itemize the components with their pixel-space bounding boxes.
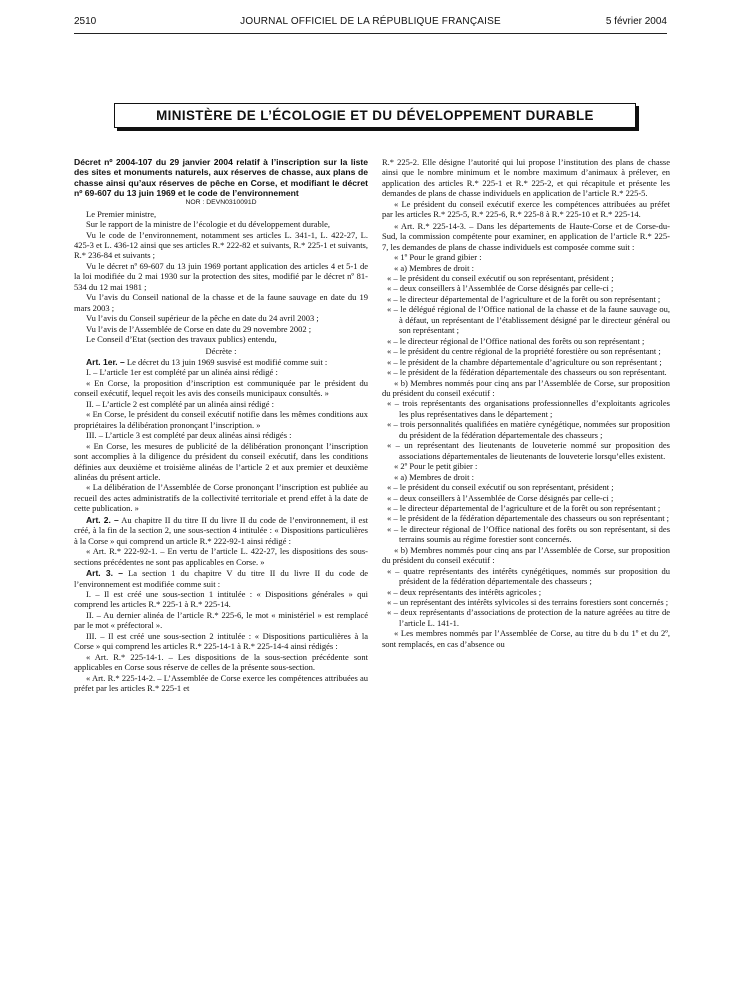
ministry-title: MINISTÈRE DE L’ÉCOLOGIE ET DU DÉVELOPPEMENT DURABLE [156,108,594,123]
list-item: « – le président de la fédération départementale des chasseurs ou son représentant ; [387,513,670,524]
article-3 [74,568,368,589]
list-item: « – deux représentants d’associations de protection de la nature agréées au titre de l’article L. 141-1. [387,607,670,628]
paragraph: « b) Membres nommés pour cinq ans par l’Assemblée de Corse, sur proposition du président du conseil exécutif : [382,377,670,398]
list-item: « – deux conseillers à l’Assemblée de Corse désignés par celle-ci ; [387,283,614,294]
paragraph: I. – L’article 1er est complété par un alinéa ainsi rédigé : [86,367,278,378]
list-item: « – le président du centre régional de la propriété forestière ou son représentant ; [387,346,661,357]
article-label: Art. 3. – [86,568,124,579]
paragraph: III. – Il est créé une sous-section 2 intitulée : « Dispositions particulières à la Corse » qui comprend les articles R.* 225-14-1 à R.* 225-14-4 ainsi rédigés : [74,630,368,652]
decrete-heading: Décrète : [205,345,237,356]
list-item: « – trois personnalités qualifiées en matière cynégétique, nommées sur proposition du président de la fédération départementale des chasseurs ; [387,419,670,440]
paragraph: Vu le décret nº 69-607 du 13 juin 1969 portant application des articles 4 et 5-1 de la loi modifiée du 2 mai 1930 sur la protection des sites, modifié par le décret nº 81-534 du 12 mai 1981 ; [74,260,368,292]
paragraph: Sur le rapport de la ministre de l’écologie et du développement durable, [86,219,331,230]
list-item: « – un représentant des intérêts sylvicoles si des terrains forestiers sont concernés ; [387,597,669,608]
list-item: « – deux conseillers à l’Assemblée de Corse désignés par celle-ci ; [387,492,614,503]
paragraph: « En Corse, le président du conseil exécutif notifie dans les mêmes conditions aux propriétaires la délibération prononçant l’inscription. » [74,409,368,430]
list-item: « – le président du conseil exécutif ou son représentant, président ; [387,482,614,493]
ministry-banner [114,103,636,128]
paragraph: « Les membres nommés par l’Assemblée de Corse, au titre du b du 1º et du 2º, sont remplacés, en cas d’absence ou [382,628,670,649]
article-label: Art. 2. – [86,514,119,525]
decree-title: Décret nº 2004-107 du 29 janvier 2004 relatif à l’inscription sur la liste des sites et monuments naturels, aux réserves de chasse, aux plans de chasse ainsi qu’aux réserves de pêche en Corse, et modifiant le décret nº 69-607 du 13 juin 1969 et le code de l’environnement [74,157,368,198]
list-item: « – le délégué régional de l’Office national de la chasse et de la faune sauvage ou, à défaut, un représentant de l’établissement désigné par le directeur général ou son représentant ; [387,304,670,336]
list-item: « – le directeur régional de l’Office national des forêts ou son représentant, si des terrains soumis au régime forestier sont concernés. [387,523,670,545]
article-text: La section 1 du chapitre V du titre II du livre II du code de l’environnement est modifiée comme suit : [74,568,368,589]
list-heading: « a) Membres de droit : [394,262,475,273]
paragraph: « En Corse, les mesures de publicité de la délibération prononçant l’inscription sont accomplies à la diligence du président du conseil exécutif, dans les conditions définies aux deuxième et troisième alinéas de l’article 2 et aux premier et deuxième alinéas du présent article. [74,440,368,482]
paragraph: Vu l’avis de l’Assemblée de Corse en date du 29 novembre 2002 ; [86,323,312,334]
paragraph: « Art. R.* 225-14-2. – L’Assemblée de Corse exerce les compétences attribuées au préfet par les articles R.* 225-1 et [74,672,368,694]
paragraph: II. – L’article 2 est complété par un alinéa ainsi rédigé : [86,398,275,409]
paragraph: Vu l’avis du Conseil national de la chasse et de la faune sauvage en date du 19 mars 2003 ; [74,292,368,313]
article-text: Le décret du 13 juin 1969 susvisé est modifié comme suit : [124,356,328,367]
paragraph: Le Conseil d’Etat (section des travaux publics) entendu, [86,334,277,345]
issue-date: 5 février 2004 [605,16,667,27]
list-heading: « 1º Pour le grand gibier : [394,252,482,263]
list-heading: « 2º Pour le petit gibier : [394,461,478,472]
article-1 [74,357,368,367]
list-item: « – le président de la fédération départementale des chasseurs ou son représentant. [387,367,667,378]
nor-reference: NOR : DEVN0310091D [185,199,257,207]
list-item: « – quatre représentants des intérêts cynégétiques, nommés sur proposition du président de la fédération départementale des chasseurs ; [387,565,670,587]
paragraph: III. – L’article 3 est complété par deux alinéas ainsi rédigés : [86,430,292,441]
paragraph: Vu l’avis du Conseil supérieur de la pêche en date du 24 avril 2003 ; [86,313,319,324]
paragraph: « Art. R.* 225-14-3. – Dans les départements de Haute-Corse et de Corse-du-Sud, la commission compétente pour examiner, en application de l’article R.* 225-7, les demandes de plans de chasse individuels est composée comme suit : [382,220,670,252]
paragraph: « b) Membres nommés pour cinq ans par l’Assemblée de Corse, sur proposition du président du conseil exécutif : [382,544,670,566]
paragraph: I. – Il est créé une sous-section 1 intitulée : « Dispositions générales » qui comprend les articles R.* 225-1 à R.* 225-14. [74,588,368,610]
paragraph: « La délibération de l’Assemblée de Corse prononçant l’inscription est publiée au recueil des actes administratifs de la collectivité territoriale et prend effet à la date de cette publication. » [74,482,368,514]
list-item: « – un représentant des lieutenants de louveterie nommé sur proposition des associations départementales de lieutenants de louveterie lorsqu’elles existent. [387,440,670,461]
page-number: 2510 [74,16,97,27]
article-text: Au chapitre II du titre II du livre II du code de l’environnement, il est créé, à la fin de la section 2, une sous-section 4 intitulée : « Dispositions particulières à la Corse » qui comprend un article R.* 222-92-1 ainsi rédigé : [74,514,368,546]
list-item: « – le directeur départemental de l’agriculture et de la forêt ou son représentant ; [387,293,661,304]
page-header [74,16,667,32]
list-item: « – le président de la chambre départementale d’agriculture ou son représentant ; [387,356,662,367]
paragraph: Le Premier ministre, [86,208,157,219]
header-rule [74,33,667,34]
list-item: « – le directeur départemental de l’agriculture et de la forêt ou son représentant ; [387,502,661,513]
list-heading: « a) Membres de droit : [394,471,475,482]
list-item: « – le président du conseil exécutif ou son représentant, président ; [387,272,614,283]
paragraph: Vu le code de l’environnement, notamment ses articles L. 341-1, L. 422-27, L. 425-3 et L. 436-12 ainsi que ses articles R.* 222-82 et suivants, R.* 225-1 et suivants, R.* 236-84 et suivants ; [74,229,368,261]
journal-title: JOURNAL OFFICIEL DE LA RÉPUBLIQUE FRANÇAISE [240,16,501,27]
article-label: Art. 1er. – [86,356,125,367]
paragraph: II. – Au dernier alinéa de l’article R.* 225-6, le mot « ministériel » est remplacé par le mot « préfectoral ». [74,609,368,631]
list-item: « – trois représentants des organisations professionnelles d’exploitants agricoles les plus représentatives dans le département ; [387,398,670,419]
list-item: « – deux représentants des intérêts agricoles ; [387,586,542,597]
paragraph: « Art. R.* 225-14-1. – Les dispositions de la sous-section précédente sont applicables en Corse sous réserve de celles de la présente sous-section. [74,651,368,673]
list-item: « – le directeur régional de l’Office national des forêts ou son représentant ; [387,335,645,346]
paragraph: R.* 225-2. Elle désigne l’autorité qui lui propose l’institution des plans de chasse ainsi que le nombre minimum et le nombre maximum d’animaux à prélever, en application des articles R.* 225-1 et R.* 225-2, et qui récapitule et présente les demandes de plans de chasse individuels en application de l’article R.* 225-5. [382,157,670,199]
paragraph: « Art. R.* 222-92-1. – En vertu de l’article L. 422-27, les dispositions des sous-sections précédentes ne sont pas applicables en Corse. » [74,546,368,567]
paragraph: « En Corse, la proposition d’inscription est communiquée par le président du conseil exécutif, lequel reçoit les avis des conseils municipaux consultés. » [74,377,368,399]
left-column [74,157,368,693]
article-2 [74,515,368,546]
right-column [382,157,670,649]
paragraph: « Le président du conseil exécutif exerce les compétences attribuées au préfet par les articles R.* 225-5, R.* 225-6, R.* 225-8 à R.* 225-10 et R.* 225-14. [382,198,670,220]
